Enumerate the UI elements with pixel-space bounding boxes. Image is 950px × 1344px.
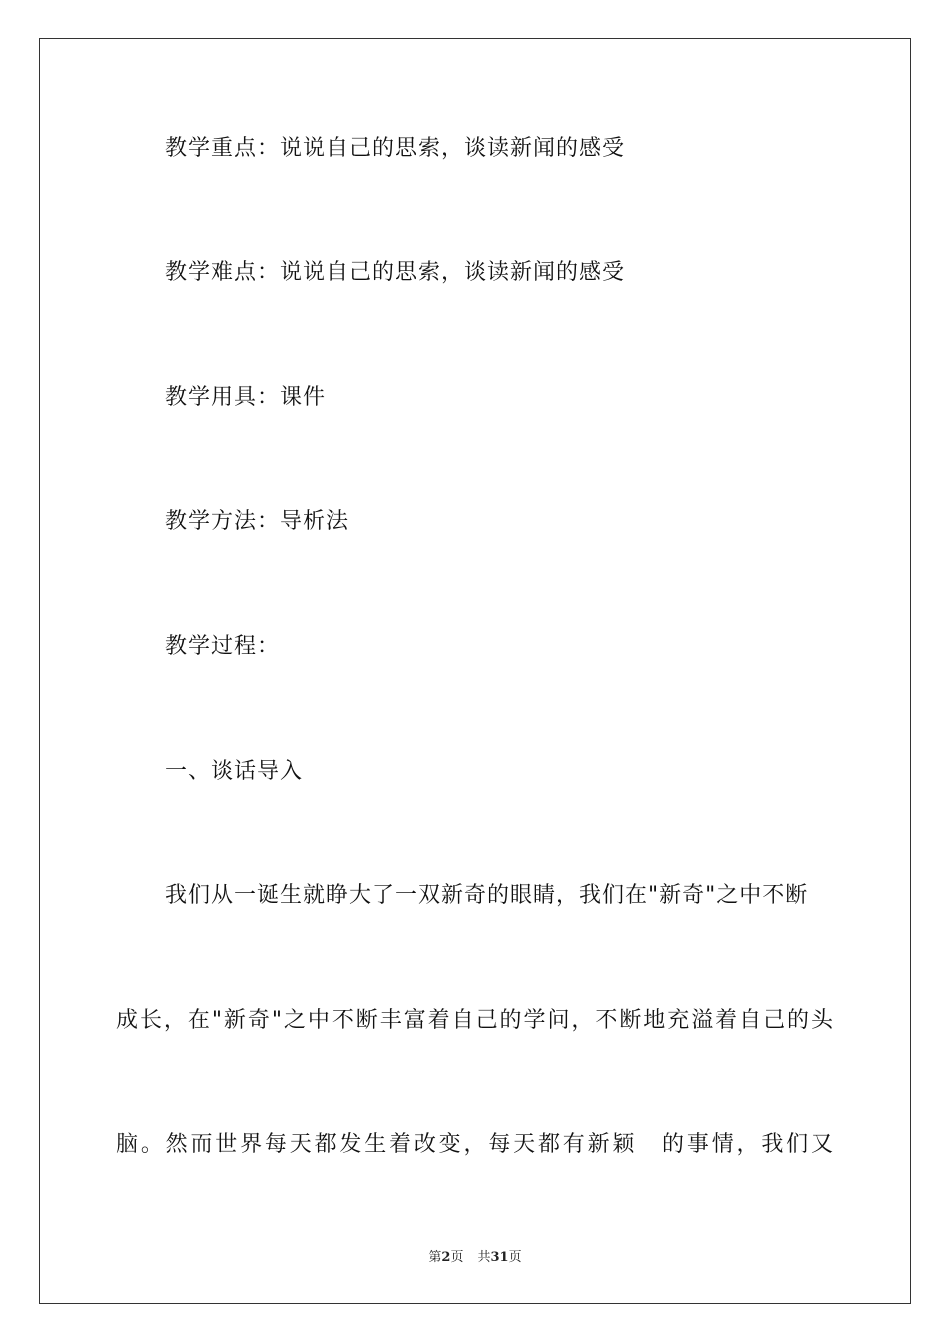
teaching-process-heading: 教学过程： (165, 634, 281, 659)
paragraph-line-1: 我们从一诞生就睁大了一双新奇的眼睛，我们在"新奇"之中不断 (165, 883, 809, 908)
paragraph-line-3: 脑。然而世界每天都发生着改变，每天都有新颖 的事情，我们又 (116, 1132, 834, 1157)
page-number: 2 (441, 1250, 451, 1265)
total-prefix: 共 (477, 1250, 491, 1265)
total-suffix: 页 (508, 1250, 522, 1265)
difficult-points-line: 教学难点：说说自己的思索，谈读新闻的感受 (165, 260, 626, 285)
page-border (39, 38, 911, 1304)
total-pages: 31 (490, 1250, 509, 1265)
paragraph-line-2: 成长，在"新奇"之中不断丰富着自己的学问，不断地充溢着自己的头 (116, 1008, 834, 1033)
section-heading-intro: 一、谈话导入 (165, 759, 304, 784)
teaching-tools-line: 教学用具：课件 (165, 385, 327, 410)
key-points-line: 教学重点：说说自己的思索，谈读新闻的感受 (165, 136, 626, 161)
teaching-method-line: 教学方法：导析法 (165, 509, 350, 534)
page-footer (0, 1246, 950, 1265)
page-prefix: 第 (428, 1250, 442, 1265)
page-suffix: 页 (450, 1250, 464, 1265)
